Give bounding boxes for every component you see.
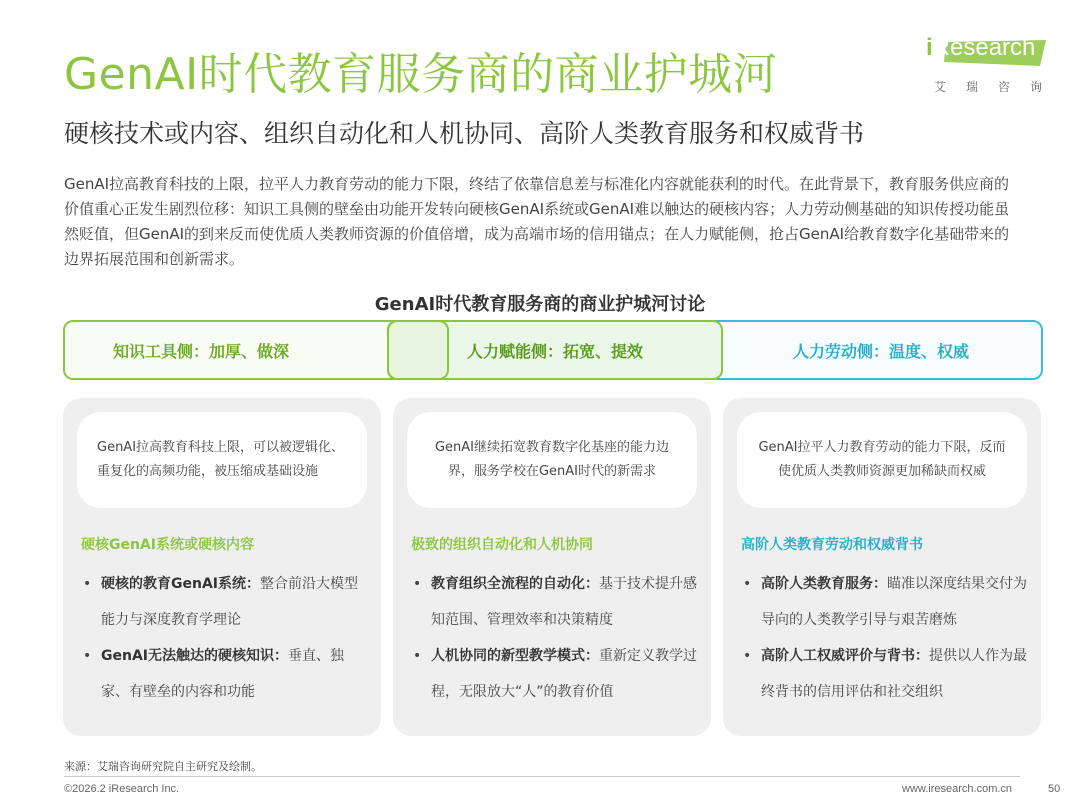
logo-research: Research (932, 34, 1036, 61)
bullet-bold: GenAI无法触达的硬核知识： (101, 648, 288, 664)
bullet-dot-icon: • (413, 648, 422, 664)
bullet-text: 基于技术提升感知范围、管理效率和决策精度 (431, 576, 697, 628)
panel-heading: 极致的组织自动化和人机协同 (411, 537, 593, 553)
page-title: GenAI时代教育服务商的商业护城河 (64, 49, 778, 100)
bullet-list (411, 566, 701, 710)
copyright: ©2026.2 iResearch Inc. (64, 783, 180, 795)
panel-bubble: GenAI拉高教育科技上限，可以被逻辑化、重复化的高频功能，被压缩成基础设施 (77, 412, 367, 508)
list-item (81, 566, 371, 638)
bullet-bold: 硬核的教育GenAI系统： (101, 576, 260, 592)
source-note: 来源：艾瑞咨询研究院自主研究及绘制。 (64, 760, 262, 773)
list-item (411, 638, 701, 710)
website-url: www.iresearch.com.cn (902, 783, 1013, 795)
bullet-bold: 高阶人类教育服务： (761, 576, 887, 592)
bullet-text: 整合前沿大模型能力与深度教育学理论 (101, 576, 358, 628)
list-item (741, 566, 1031, 638)
logo-subtitle: 艾瑞咨询 (934, 80, 1063, 94)
footer-divider (64, 776, 1020, 777)
panel-heading: 高阶人类教育劳动和权威背书 (741, 537, 923, 553)
bullet-dot-icon: • (743, 648, 752, 664)
panel-human-labor (723, 398, 1041, 736)
panel-human-empowerment (393, 398, 711, 736)
list-item (81, 638, 371, 710)
logo-wordmark (926, 34, 1052, 64)
bullet-text: 重新定义教学过程，无限放大“人”的教育价值 (431, 648, 697, 700)
bullet-list (81, 566, 371, 710)
list-item (741, 638, 1031, 710)
panel-bubble: GenAI拉平人力教育劳动的能力下限，反而使优质人类教师资源更加稀缺而权威 (737, 412, 1027, 508)
category-human-empowerment: 人力赋能侧：拓宽、提效 (387, 320, 723, 380)
bullet-dot-icon: • (413, 576, 422, 592)
list-item (411, 566, 701, 638)
category-human-labor: 人力劳动侧：温度、权威 (387, 320, 1043, 380)
panel-bubble: GenAI继续拓宽教育数字化基座的能力边界，服务学校在GenAI时代的新需求 (407, 412, 697, 508)
bullet-text: 瞄准以深度结果交付为导向的人类教学引导与艰苦磨炼 (761, 576, 1027, 628)
bullet-bold: 教育组织全流程的自动化： (431, 576, 599, 592)
intro-paragraph: GenAI拉高教育科技的上限，拉平人力教育劳动的能力下限，终结了依靠信息差与标准化内容就能获利的时代。在此背景下，教育服务供应商的价值重心正发生剧烈位移：知识工具侧的壁垒由功能开发转向硬核GenAI系统或GenAI难以触达的硬核内容；人力劳动侧基础的知识传授功能虽然贬值，但GenAI的到来反而使优质人类教师资源的价值倍增，成为高端市场的信用锚点；在人力赋能侧，抢占GenAI给教育数字化基础带来的边界拓展范围和创新需求。 (64, 175, 1010, 268)
panel-knowledge-tools (63, 398, 381, 736)
panel-heading: 硬核GenAI系统或硬核内容 (81, 537, 254, 553)
bullet-bold: 高阶人工权威评价与背书： (761, 648, 929, 664)
page-number: 50 (1048, 783, 1061, 795)
logo-i: i (926, 34, 933, 61)
category-knowledge-tools-label: 知识工具侧：加厚、做深 (113, 341, 290, 361)
diagram-title: GenAI时代教育服务商的商业护城河讨论 (374, 294, 706, 315)
bullet-list (741, 566, 1031, 710)
bullet-text: 垂直、独家、有壁垒的内容和功能 (101, 648, 344, 700)
bullet-text: 提供以人作为最终背书的信用评估和社交组织 (761, 648, 1027, 700)
bullet-dot-icon: • (743, 576, 752, 592)
page-subtitle: 硬核技术或内容、组织自动化和人机协同、高阶人类教育服务和权威背书 (64, 119, 865, 148)
iresearch-logo (926, 34, 1063, 100)
bullet-dot-icon: • (83, 576, 92, 592)
bullet-dot-icon: • (83, 648, 92, 664)
bullet-bold: 人机协同的新型教学模式： (431, 648, 599, 664)
